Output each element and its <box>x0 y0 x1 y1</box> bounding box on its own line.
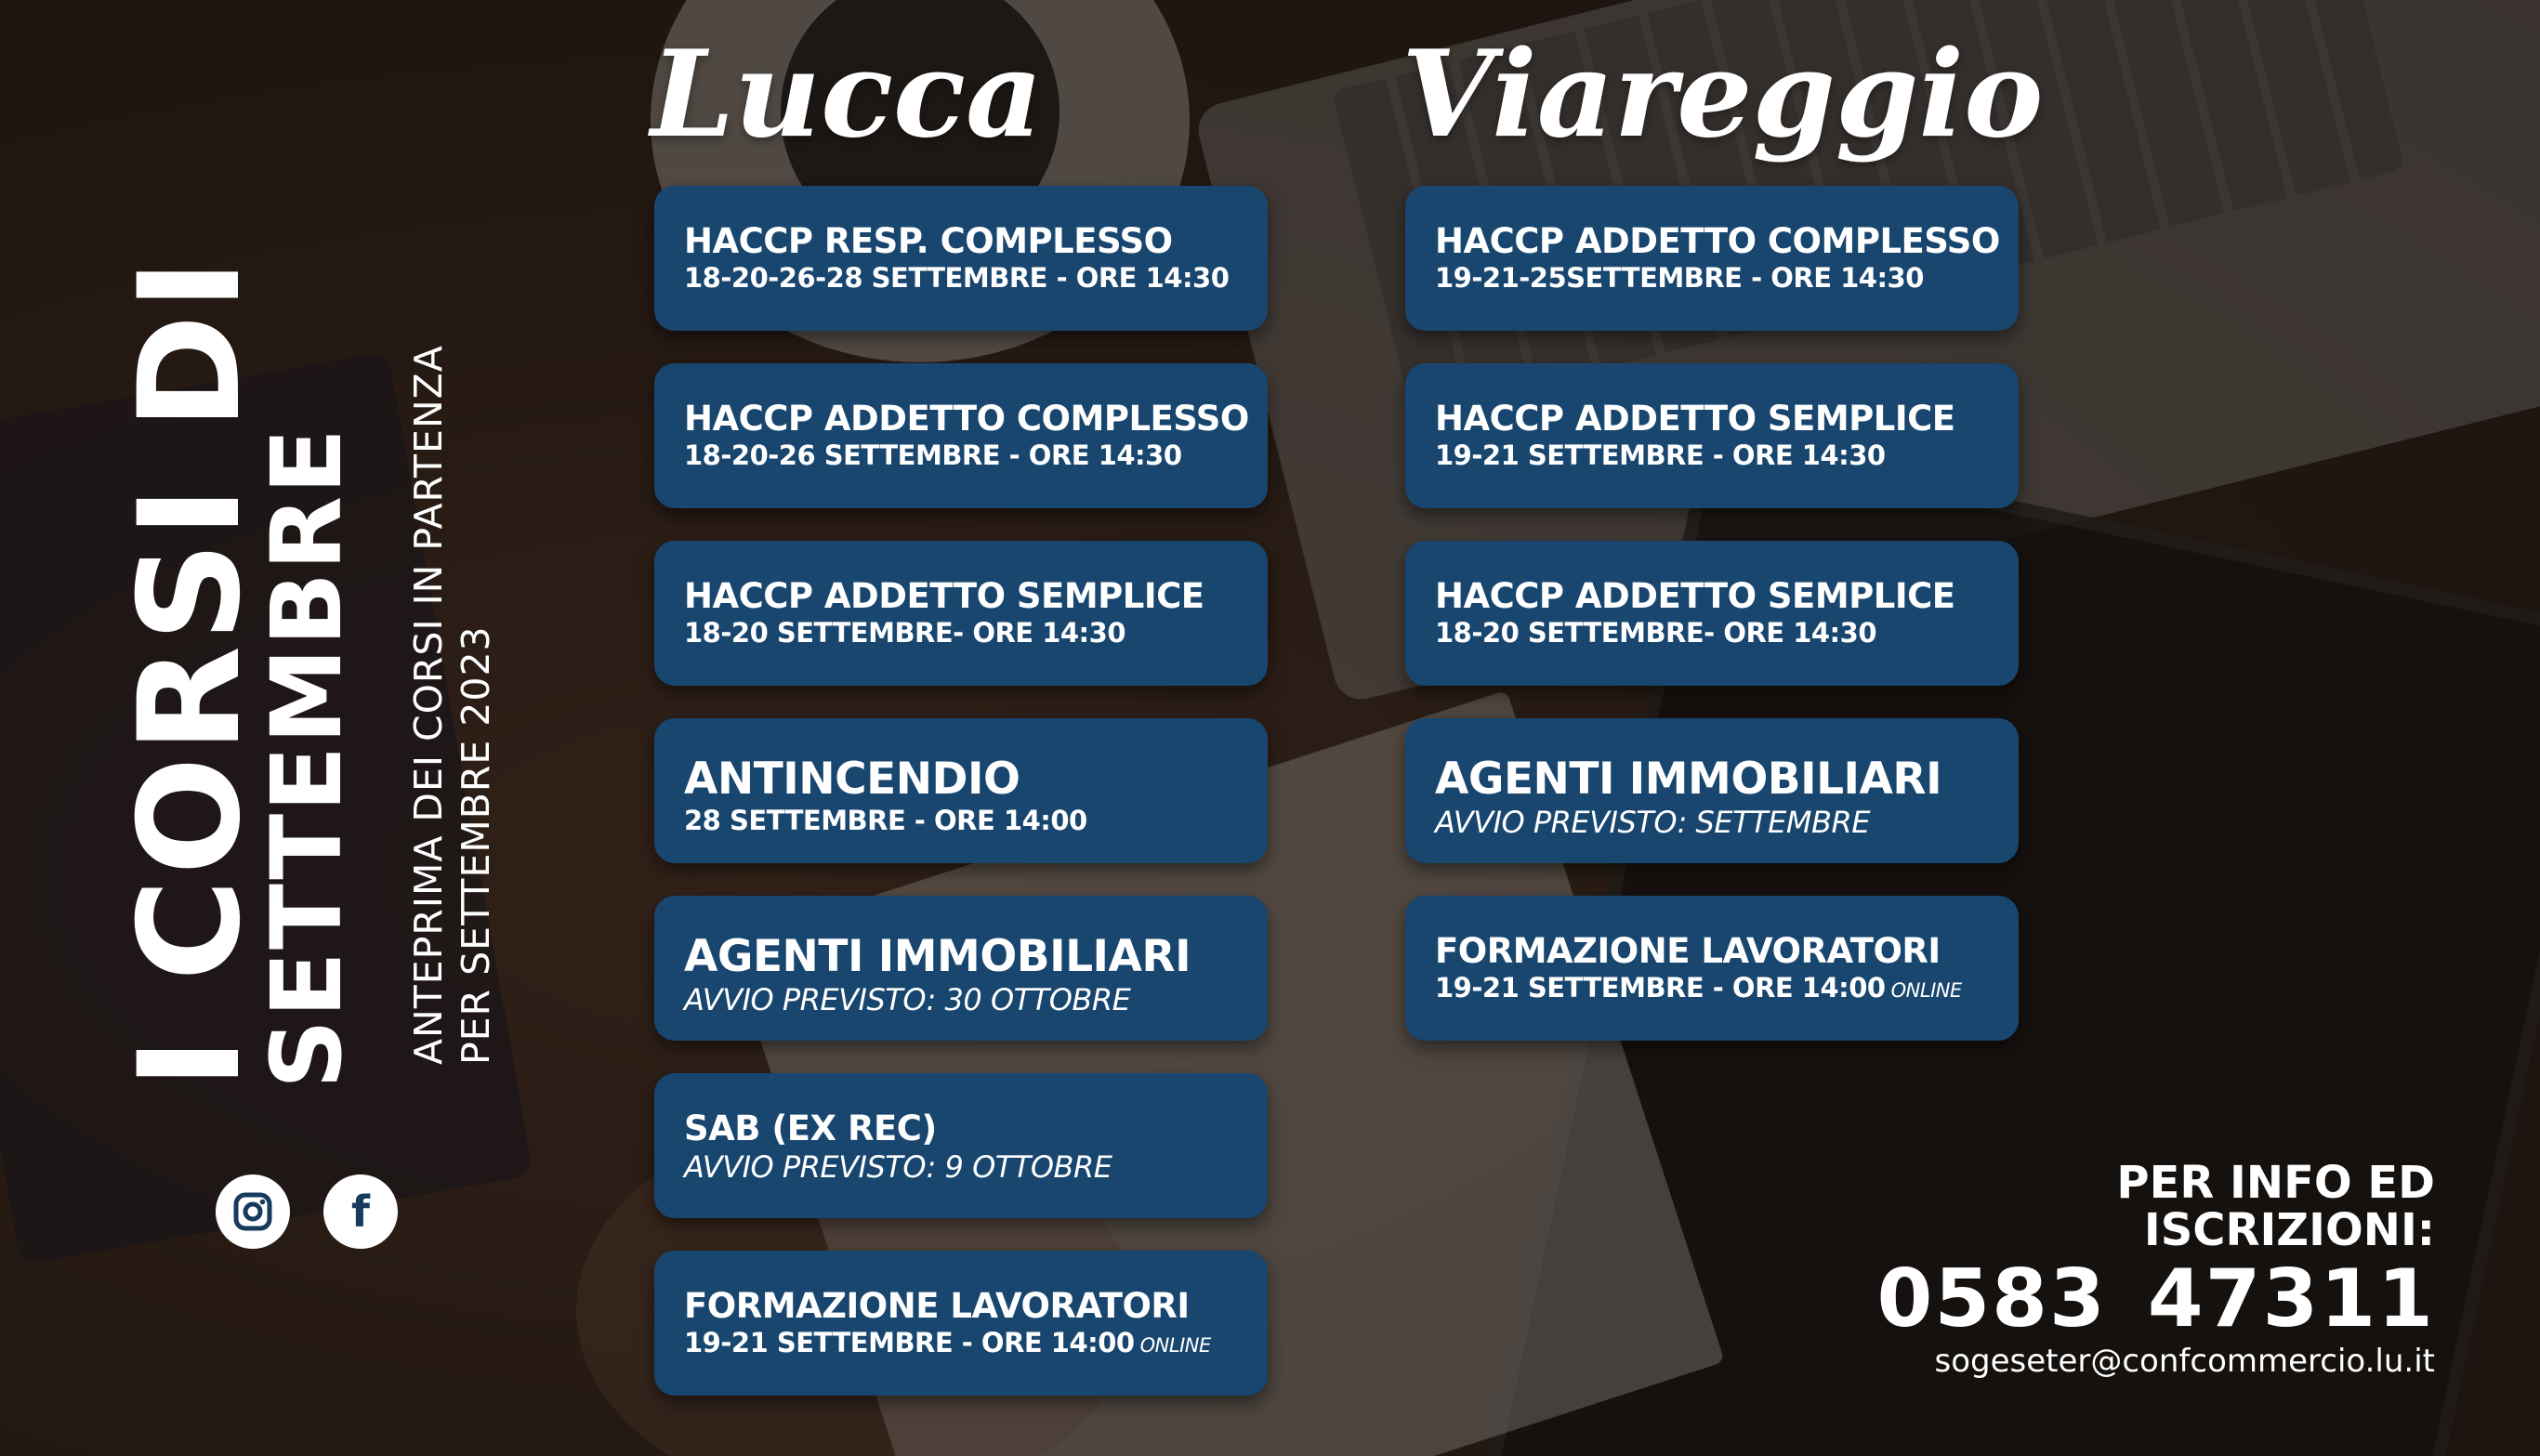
viareggio-course-list <box>1405 186 2019 1073</box>
online-tag: ONLINE <box>1139 1333 1211 1357</box>
course-detail-row <box>684 1326 1240 1361</box>
course-title: ANTINCENDIO <box>684 754 1020 805</box>
course-title: AGENTI IMMOBILIARI <box>1435 754 1942 805</box>
course-detail: 19-21 SETTEMBRE - ORE 14:00 <box>684 1326 1135 1358</box>
facebook-button[interactable] <box>323 1174 398 1249</box>
course-detail: 18-20 SETTEMBRE- ORE 14:30 <box>684 616 1126 649</box>
course-title: SAB (EX REC) <box>684 1108 937 1148</box>
instagram-button[interactable] <box>216 1174 290 1249</box>
course-detail: 19-21 SETTEMBRE - ORE 14:30 <box>1435 439 1886 471</box>
course-title: HACCP ADDETTO COMPLESSO <box>1435 221 2000 261</box>
course-detail-row <box>1435 971 1991 1006</box>
course-title: FORMAZIONE LAVORATORI <box>684 1286 1190 1326</box>
lucca-course-list <box>654 186 1268 1428</box>
course-title: AGENTI IMMOBILIARI <box>684 931 1191 982</box>
course-card[interactable] <box>654 1073 1268 1218</box>
phone-number[interactable]: 0583 47311 <box>1876 1252 2435 1345</box>
viareggio-heading: Viareggio <box>1402 25 2044 164</box>
course-detail: 19-21 SETTEMBRE - ORE 14:00 <box>1435 971 1886 1003</box>
course-title: FORMAZIONE LAVORATORI <box>1435 931 1941 971</box>
course-detail: 19-21-25SETTEMBRE - ORE 14:30 <box>1435 261 1924 294</box>
course-detail: 18-20-26-28 SETTEMBRE - ORE 14:30 <box>684 261 1230 294</box>
course-card[interactable] <box>654 186 1268 331</box>
course-detail: AVVIO PREVISTO: 9 OTTOBRE <box>684 1148 1112 1185</box>
instagram-icon <box>232 1191 273 1232</box>
course-card[interactable] <box>1405 718 2019 863</box>
course-title: HACCP ADDETTO SEMPLICE <box>1435 399 1955 439</box>
subtitle-line-1: ANTEPRIMA DEI CORSI IN PARTENZA <box>406 345 451 1065</box>
contact-block <box>1876 1157 2436 1381</box>
facebook-icon: f <box>350 1187 370 1237</box>
course-card[interactable] <box>1405 186 2019 331</box>
course-card[interactable] <box>654 718 1268 863</box>
lucca-heading: Lucca <box>651 25 1043 164</box>
course-title: HACCP ADDETTO SEMPLICE <box>684 576 1204 616</box>
course-detail: 28 SETTEMBRE - ORE 14:00 <box>684 804 1087 836</box>
course-detail: 18-20 SETTEMBRE- ORE 14:30 <box>1435 616 1877 649</box>
course-detail: 18-20-26 SETTEMBRE - ORE 14:30 <box>684 439 1182 471</box>
course-card[interactable] <box>654 363 1268 508</box>
main-title-month: SETTEMBRE <box>250 426 363 1089</box>
email-link[interactable]: sogeseter@confcommercio.lu.it <box>1934 1343 2435 1381</box>
course-title: HACCP ADDETTO SEMPLICE <box>1435 576 1955 616</box>
course-title: HACCP ADDETTO COMPLESSO <box>684 399 1249 439</box>
contact-label-line-1: PER INFO ED <box>2116 1157 2435 1209</box>
subtitle <box>405 345 501 1065</box>
contact-label-line-2: ISCRIZIONI: <box>2143 1204 2435 1257</box>
course-card[interactable] <box>654 541 1268 686</box>
course-card[interactable] <box>1405 896 2019 1041</box>
course-card[interactable] <box>654 1251 1268 1396</box>
subtitle-line-2: PER SETTEMBRE 2023 <box>454 625 499 1065</box>
course-card[interactable] <box>1405 363 2019 508</box>
course-detail: AVVIO PREVISTO: 30 OTTOBRE <box>684 981 1131 1017</box>
online-tag: ONLINE <box>1890 978 1962 1002</box>
course-title: HACCP RESP. COMPLESSO <box>684 221 1173 261</box>
course-card[interactable] <box>654 896 1268 1041</box>
main-title: I CORSI DI <box>110 255 271 1089</box>
course-detail: AVVIO PREVISTO: SETTEMBRE <box>1435 804 1870 840</box>
course-card[interactable] <box>1405 541 2019 686</box>
